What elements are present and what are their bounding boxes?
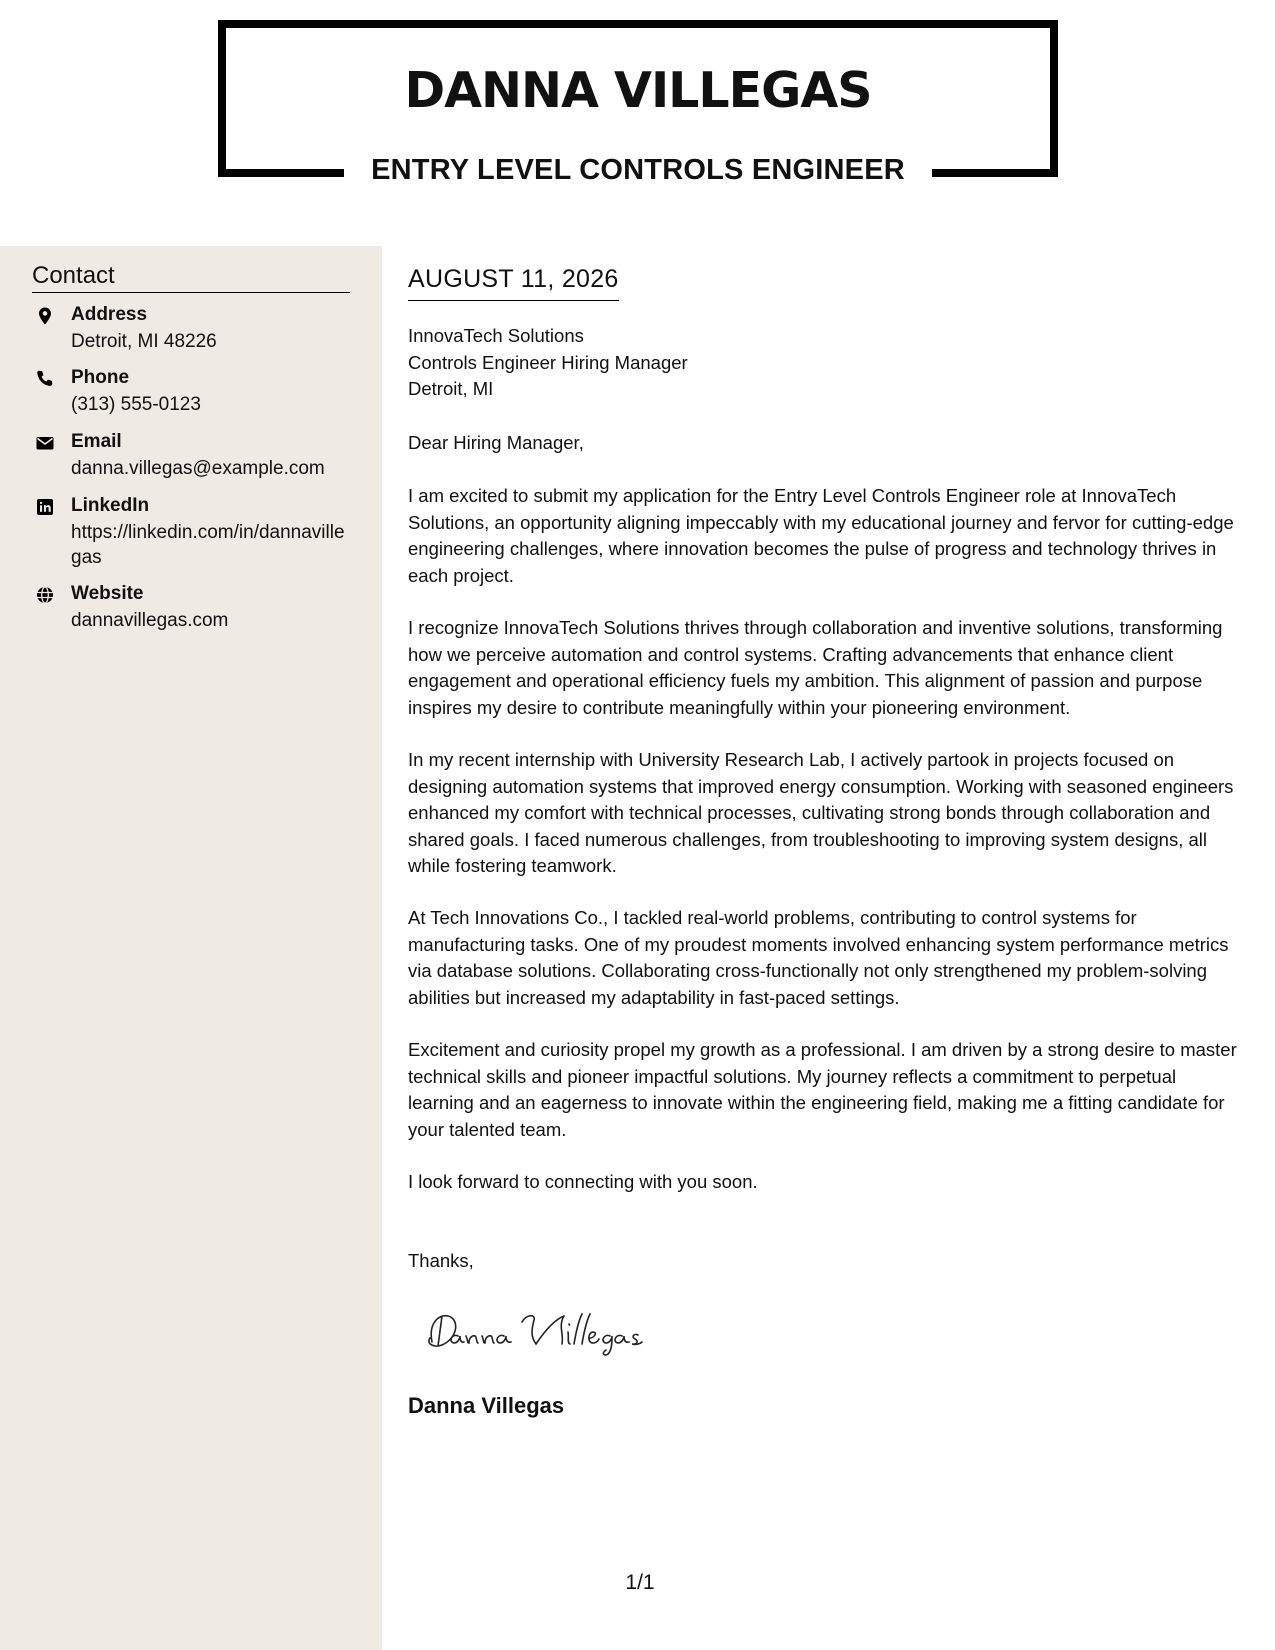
envelope-icon (35, 433, 55, 453)
globe-icon (35, 585, 55, 605)
contact-label: Website (71, 583, 144, 604)
body-paragraph: At Tech Innovations Co., I tackled real-world problems, contributing to control systems for manufacturing tasks. One of my proudest moments involved enhancing system performance metrics via database solutions. Collaborating cross-functionally not only strengthened my problem-solving abilities but increased my adaptability in fast-paced settings. (408, 907, 1229, 1008)
body-paragraph: I am excited to submit my application for the Entry Level Controls Engineer role at InnovaTech Solutions, an opportunity aligning impeccably with my educational journey and fervor for cutting-edge engineering challenges, where innovation becomes the pulse of progress and technology thrives in each project. (408, 485, 1234, 586)
location-pin-icon (35, 306, 55, 326)
contact-value: danna.villegas@example.com (71, 458, 325, 479)
contact-heading: Contact (32, 262, 350, 293)
contact-value: https://linkedin.com/in/dannavillegas (71, 522, 345, 568)
recipient-title: Controls Engineer Hiring Manager (408, 351, 688, 373)
recipient-location: Detroit, MI (408, 378, 494, 399)
linkedin-icon (35, 497, 55, 517)
body-paragraph: I recognize InnovaTech Solutions thrives through collaboration and inventive solutions, transforming how we perceive automation and control systems. Crafting advancements that enhance client engagement and operational efficiency fuels my ambition. This alignment of passion and purpose inspires my desire to contribute meaningfully within your pioneering environment. (408, 617, 1223, 718)
body-paragraph: In my recent internship with University Research Lab, I actively partook in projects focused on designing automation systems that improved energy consumption. Working with seasoned engineers enhanced my comfort with technical processes, cultivating strong bonds through collaboration and shared goals. I faced numerous challenges, from troubleshooting to improving system designs, all while fostering teamwork. (408, 749, 1234, 876)
salutation: Dear Hiring Manager, (408, 432, 584, 453)
recipient-block (408, 323, 688, 403)
job-title: ENTRY LEVEL CONTROLS ENGINEER (350, 154, 926, 187)
body-paragraph: I look forward to connecting with you soon. (408, 1171, 758, 1192)
handwritten-signature (418, 1302, 658, 1362)
body-paragraph: Excitement and curiosity propel my growth as a professional. I am driven by a strong desire to master technical skills and pioneer impactful solutions. My journey reflects a commitment to perpetual learning and an eagerness to innovate within the engineering field, making me a fitting candidate for your talented team. (408, 1039, 1237, 1140)
contact-label: Address (71, 304, 148, 325)
closing: Thanks, (408, 1250, 474, 1271)
candidate-name: DANNA VILLEGAS (404, 62, 872, 119)
contact-value: dannavillegas.com (71, 610, 229, 631)
signer-name: Danna Villegas (408, 1393, 565, 1418)
contact-label: Email (71, 431, 122, 452)
recipient-company: InnovaTech Solutions (408, 325, 584, 346)
contact-label: Phone (71, 367, 130, 388)
header-frame-right-foot (932, 169, 1058, 177)
phone-icon (35, 369, 55, 389)
header-frame-left-foot (218, 169, 344, 177)
page-number: 1/1 (625, 1571, 655, 1594)
letter-date: AUGUST 11, 2026 (408, 265, 619, 301)
contact-label: LinkedIn (71, 495, 150, 516)
contact-value: Detroit, MI 48226 (71, 331, 217, 352)
contact-value: (313) 555-0123 (71, 394, 201, 415)
